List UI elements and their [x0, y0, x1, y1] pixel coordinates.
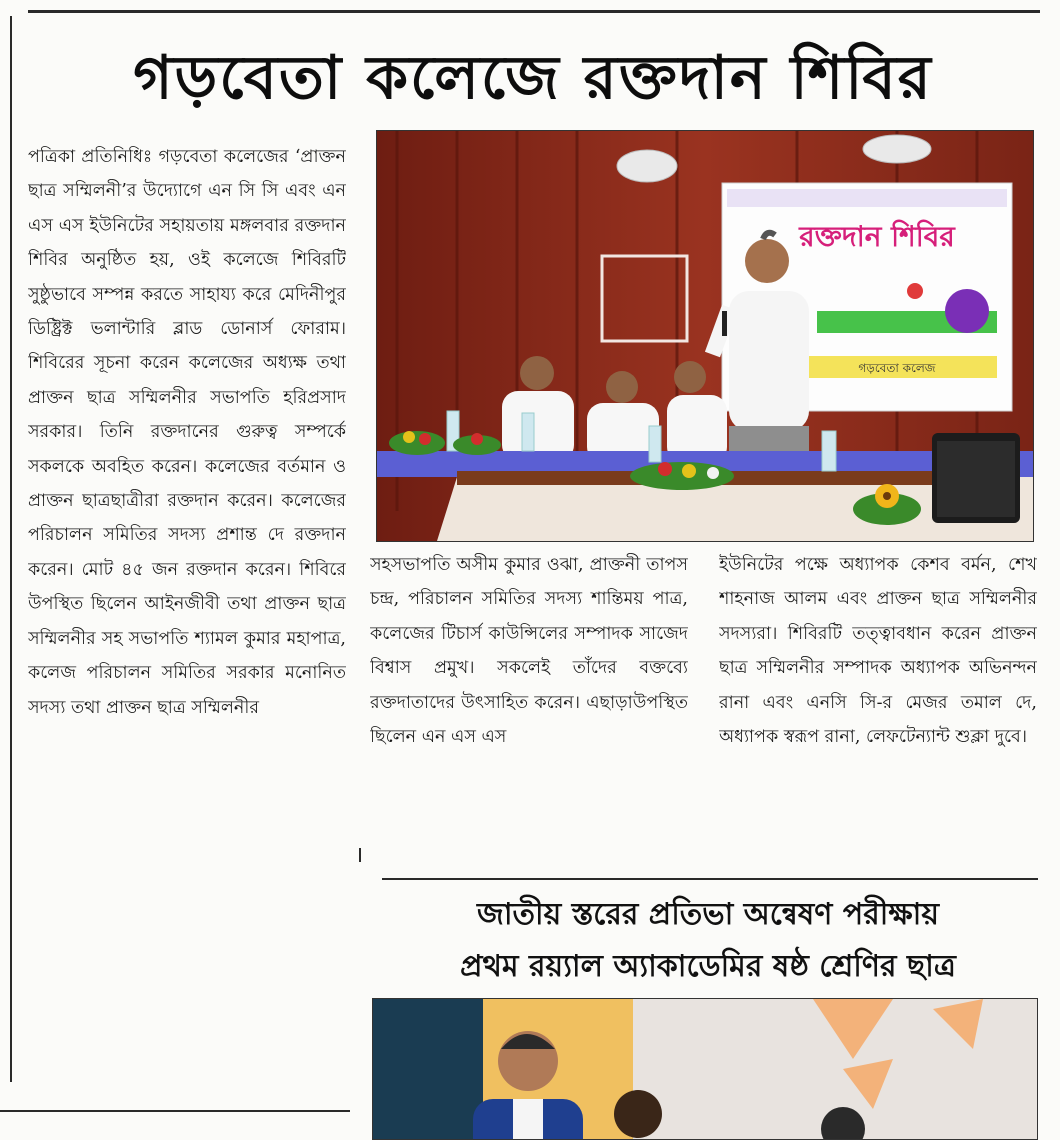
banner-subtext: গড়বেতা কলেজ [858, 361, 936, 375]
left-column-edge [10, 16, 12, 1082]
article-column-1 [28, 140, 346, 1112]
banner-title: রক্তদান শিবির [799, 220, 955, 253]
article-headline: গড়বেতা কলেজে রক্তদান শিবির [133, 43, 933, 113]
article-text-column-2: সহসভাপতি অসীম কুমার ওঝা, প্রাক্তনী তাপস চন্দ্র, পরিচালন সমিতির সদস্য শান্তিময় পাত্র, কলেজের টিচার্স কাউন্সিলের সম্পাদক সাজেদ বিশ্বাস প্রমুখ। সকলেই তাঁদের বক্তব্যে রক্তদাতাদের উৎসাহিত করেন। এছাড়াউপস্থিত ছিলেন এন এস এস [370, 555, 688, 748]
article-column-2 [370, 548, 688, 864]
section-divider [382, 878, 1038, 880]
article-text-column-1: পত্রিকা প্রতিনিধিঃ গড়বেতা কলেজের ‘প্রাক্তন ছাত্র সম্মিলনী’র উদ্যোগে এন সি সি এবং এন এস এস ইউনিটের সহায়তায় মঙ্গলবার রক্তদান শিবির অনুষ্ঠিত হয়, ওই কলেজে শিবিরটি সুষ্ঠুভাবে সম্পন্ন করতে সাহায্য করে মেদিনীপুর ডিষ্ট্রিক্ট ভলান্টারি ব্লাড ডোনার্স ফোরাম। শিবিরের সূচনা করেন কলেজের অধ্যক্ষ তথা প্রাক্তন ছাত্র সম্মিলনীর সভাপতি হরিপ্রসাদ সরকার। তিনি রক্তদানের গুরুত্ব সম্পর্কে সকলকে অবহিত করেন। কলেজের বর্তমান ও প্রাক্তন ছাত্রছাত্রীরা রক্তদান করেন। কলেজের পরিচালন সমিতির সদস্য প্রশান্ত দে রক্তদান করেন। মোট ৪৫ জন রক্তদান করেন। শিবিরে উপস্থিত ছিলেন আইনজীবী তথা প্রাক্তন ছাত্র সম্মিলনীর সহ সভাপতি শ্যামল কুমার মহাপাত্র, কলেজ পরিচালন সমিতির সরকার মনোনিত সদস্য তথা প্রাক্তন ছাত্র সম্মিলনীর [28, 147, 346, 718]
second-article-headline-line-2: প্রথম রয়্যাল অ্যাকাডেমির ষষ্ঠ শ্রেণির ছাত্র [460, 949, 956, 984]
article-text-column-3: ইউনিটের পক্ষে অধ্যাপক কেশব বর্মন, শেখ শাহনাজ আলম এবং প্রাক্তন ছাত্র সম্মিলনীর সদস্যরা। শিবিরটি তত্ত্বাবধান করেন প্রাক্তন ছাত্র সম্মিলনীর সম্পাদক অধ্যাপক অভিনন্দন রানা এবং এনসি সি-র মেজর তমাল দে, অধ্যাপক স্বরূপ রানা, লেফটেন্যান্ট শুক্লা দুবে। [719, 555, 1037, 748]
column-divider-mid [359, 848, 361, 862]
blood-donation-scene [377, 131, 1033, 541]
blood-donation-photo [376, 130, 1034, 542]
award-ceremony-scene [373, 999, 1037, 1139]
article-column-3 [719, 548, 1037, 864]
second-article-headline-line-1: জাতীয় স্তরের প্রতিভা অন্বেষণ পরীক্ষায় [476, 897, 939, 932]
top-rule [28, 10, 1040, 13]
award-ceremony-photo [372, 998, 1038, 1140]
